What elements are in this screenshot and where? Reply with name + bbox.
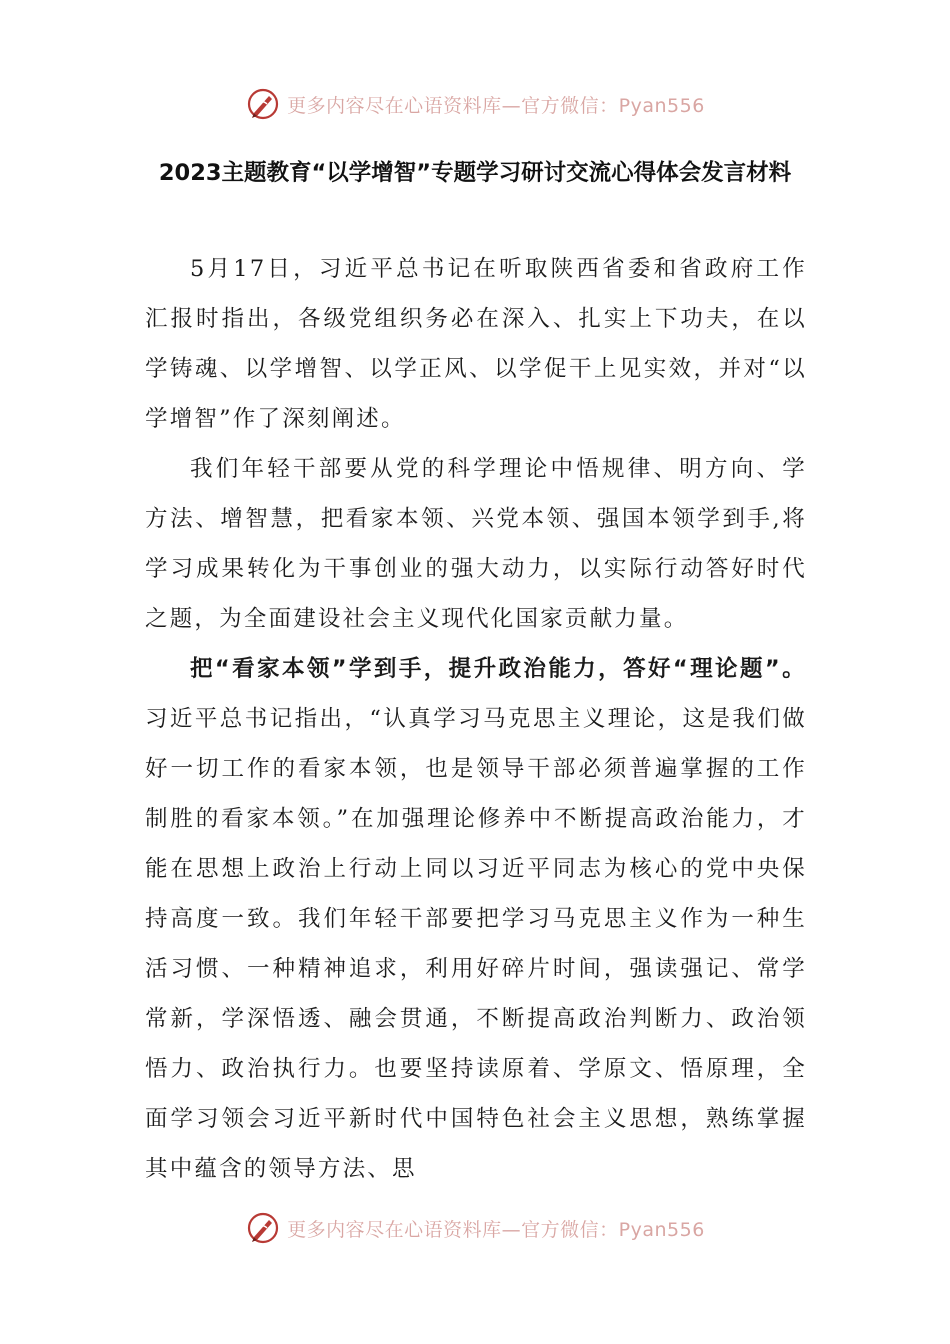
watermark-text: 更多内容尽在心语资料库—官方微信：Pyan556	[287, 1218, 705, 1241]
pen-circle-logo-icon	[245, 86, 281, 122]
watermark-text: 更多内容尽在心语资料库—官方微信：Pyan556	[287, 94, 705, 117]
paragraph-3-text: 习近平总书记指出，“认真学习马克思主义理论，这是我们做好一切工作的看家本领，也是领导干部必须普遍掌握的工作制胜的看家本领。”在加强理论修养中不断提高政治能力，才能在思想上政治上行动上同以习近平同志为核心的党中央保持高度一致。我们年轻干部要把学习马克思主义作为一种生活习惯、一种精神追求，利用好碎片时间，强读强记、常学常新，学深悟透、融会贯通，不断提高政治判断力、政治领悟力、政治执行力。也要坚持读原着、学原文、悟原理，全面学习领会习近平新时代中国特色社会主义思想，熟练掌握其中蕴含的领导方法、思	[145, 706, 807, 1182]
paragraph-2: 我们年轻干部要从党的科学理论中悟规律、明方向、学方法、增智慧，把看家本领、兴党本领、强国本领学到手,将学习成果转化为干事创业的强大动力，以实际行动答好时代之题，为全面建设社会主义现代化国家贡献力量。	[145, 456, 807, 632]
document-body	[145, 244, 807, 1194]
pen-circle-logo-icon	[245, 1210, 281, 1246]
paragraph-1: 5月17日，习近平总书记在听取陕西省委和省政府工作汇报时指出，各级党组织务必在深入、扎实上下功夫，在以学铸魂、以学增智、以学正风、以学促干上见实效，并对“以学增智”作了深刻阐述。	[145, 256, 807, 432]
header-watermark	[0, 84, 950, 124]
footer-watermark	[0, 1208, 950, 1248]
document-title: 2023主题教育“以学增智”专题学习研讨交流心得体会发言材料	[158, 160, 792, 186]
paragraph-3	[145, 644, 807, 1194]
paragraph-3-lead: 把“看家本领”学到手，提升政治能力，答好“理论题”。	[190, 656, 807, 682]
